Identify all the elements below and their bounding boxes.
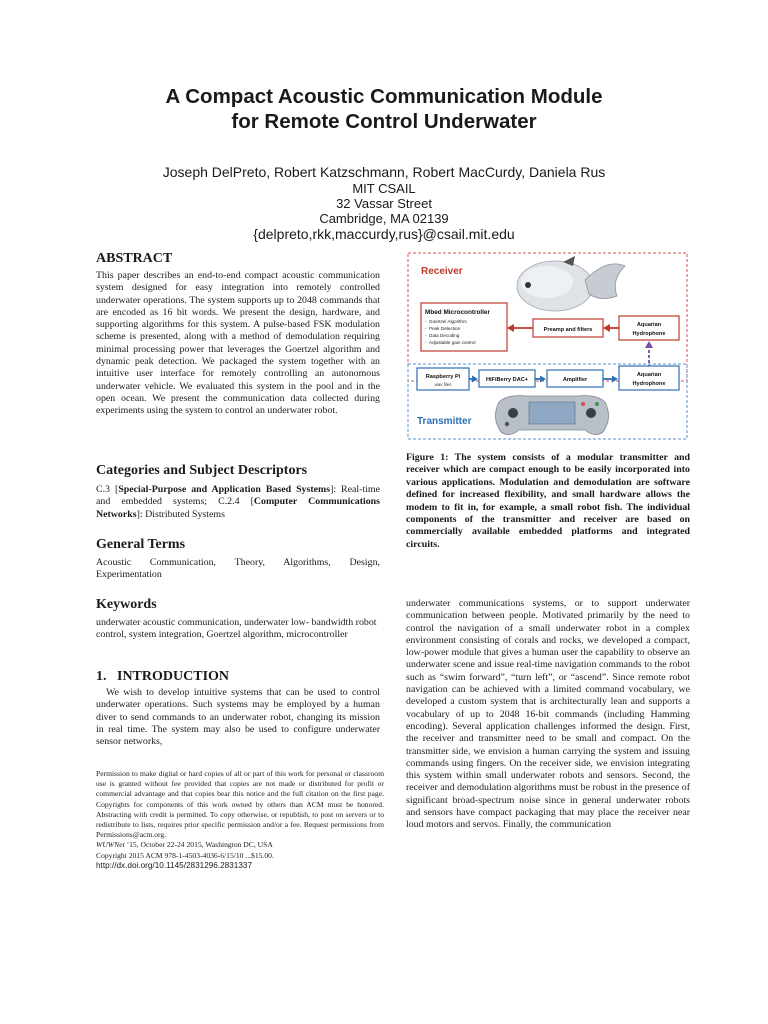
abstract-text: This paper describes an end-to-end compact acoustic communication system designed for easy integration into remotely controlled underwater operations. The system supports up to 2048 commands that are encoded as 16 bit words. We present the design, hardware, and supporting algorithms for this system. A pulse-based FSK modulation scheme is presented, along with a method of demodulation requiring minimal processing power that leverages the Goertzel algorithm and dynamic peak detection. We packaged the system together with an intuitive user interface for remotely controlling an autonomous underwater vehicle. We evaluated this system in the pool and in the open ocean. We present the communication data collected during experiments using the system to control an underwater robot. [96,270,380,417]
city-address: Cambridge, MA 02139 [319,211,449,226]
categories-bold-2: Computer Communications Networks [96,496,381,520]
permission-text: Permission to make digital or hard copies of all or part of this work for personal or classroom use is granted without fee provided that copies are not made or distributed for profit or commercial advantage and that copies bear this notice and the full citation on the first page. Copyrights for components of this work owned by others than ACM must be honored. Abstracting with credit is permitted. To copy otherwise, or republish, to post on servers or to redistribute to lists, requires prior specific permission and/or a fee. Request permissions from Permissions@acm.org. [96,769,384,840]
gamepad-controller-image [495,396,608,435]
robot-fish-image [517,256,625,311]
title-line-2: for Remote Control Underwater [231,110,537,133]
mbed-title: Mbed Microcontroller [425,309,490,316]
introduction-heading: 1. INTRODUCTION [96,669,230,684]
abstract-heading: ABSTRACT [96,251,173,266]
keywords-heading: Keywords [96,597,157,612]
conference-name: WUWNet [96,840,125,850]
general-terms-heading: General Terms [96,537,186,552]
categories-bold-1: Special-Purpose and Application Based Systems [118,484,331,495]
categories-text [96,484,380,521]
amplifier-label: Amplifier [562,377,588,383]
preamp-label: Preamp and filters [543,327,593,333]
title-line-1: A Compact Acoustic Communication Module [165,85,603,108]
paper-title [0,84,768,134]
bullet-icon: - [425,319,427,324]
conference-line [96,840,384,850]
categories-part-1: C.3 [ [96,484,119,495]
categories-part-2: ]: Real-time and embedded systems; C.2.4 [ [96,484,380,508]
categories-heading: Categories and Subject Descriptors [96,463,308,478]
mbed-item-2: Peak Detection [429,326,461,331]
author-block [0,164,768,243]
raspberry-pi-sublabel: wav files [434,382,452,387]
doi-link[interactable]: http://dx.doi.org/10.1145/2831296.2831337 [96,860,252,870]
tx-hydrophone-line-2: Hydrophone [632,381,666,387]
receiver-label: Receiver [421,266,463,277]
figure-1-diagram [407,252,688,440]
bullet-icon: - [425,326,427,331]
rx-hydrophone-line-1: Aquarian [636,322,662,328]
rx-hydrophone-line-2: Hydrophone [632,331,666,337]
figure-1-caption: Figure 1: The system consists of a modular transmitter and receiver which are compact enough to be easily incorporated into various applications. Modulation and demodulation are software defined for increased flexibility, and small hardware allows the modem to fit in, for example, a small robot fish. The individual components of the transmitter and receiver are based on commercially available embedded platforms and integrated circuits. [406,452,690,550]
hifiberry-label: HiFiBerry DAC+ [485,377,529,383]
introduction-text: We wish to develop intuitive systems that can be used to control underwater operations. Such systems may be employed by a human diver to send commands to an underwater robot, changing its mission in real time. The system may also be used to configure underwater sensor networks, [96,687,380,748]
author-names: Joseph DelPreto, Robert Katzschmann, Robert MacCurdy, Daniela Rus [162,164,606,180]
general-terms-text: Acoustic Communication, Theory, Algorithms, Design, Experimentation [96,557,380,581]
raspberry-pi-label: Raspberry Pi [425,374,461,380]
introduction-continued-text: underwater communications systems, or to support underwater communication between people. Motivated primarily by the need to control the navigation of a small underwater robot in a complex environment consisting of corals and rocks, we developed a compact, low-power module that gives a human user the capability to observe an underwater scene and issue real-time navigation commands to the robot such as “swim forward”, “turn left”, or “ascend”. Since remote robot navigation can be achieved with a limited command vocabulary, we developed a custom system that is architecturally lean and supports a vocabulary of up to 2048 16-bit commands (including Hamming encoding). Several application challenges informed the design. First, the receiver and transmitter need to be small and compact. On the transmitter side, we envision a human carrying the system and issuing commands using fingers. On the receiver side, we envision integrating this system within small underwater robots and sensors. Second, the receiver and demodulation algorithms must be robust in the presence of significant broad-spectrum noise since in general underwater robots and sensors have compact packaging that may place the receiver near loud motors and servos. Finally, the communication [406,598,690,831]
mbed-item-4: Adjustable gain control [429,340,476,345]
mbed-item-3: Data Decoding [429,333,460,338]
copyright-line: Copyright 2015 ACM 978-1-4503-4036-6/15/10 ...$15.00. [96,850,274,860]
author-emails: {delpreto,rkk,maccurdy,rus}@csail.mit.edu [253,226,515,242]
mbed-item-1: Goertzel Algorithm [429,319,467,324]
permission-footnote [96,769,384,871]
street-address: 32 Vassar Street [336,196,432,211]
tx-hydrophone-line-1: Aquarian [636,372,662,378]
keywords-text: underwater acoustic communication, underwater low- bandwidth robot control, system integration, Goertzel algorithm, microcontroller [96,617,377,641]
bullet-icon: - [425,340,427,345]
affiliation: MIT CSAIL [352,181,416,196]
transmitter-label: Transmitter [417,416,472,427]
categories-part-3: ]: Distributed Systems [136,508,225,520]
bullet-icon: - [425,333,427,338]
conference-details: ’15, October 22-24 2015, Washington DC, USA [124,840,273,850]
